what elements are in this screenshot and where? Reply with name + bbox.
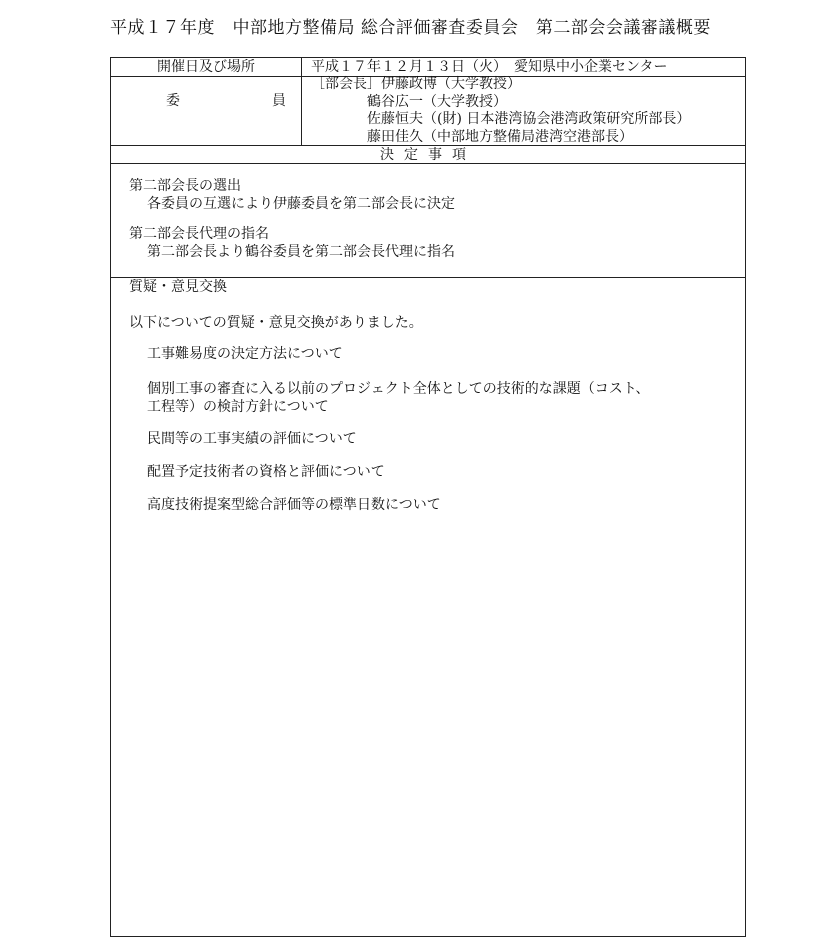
- column-divider: [301, 58, 302, 145]
- decision-body: 第二部会長より鶴谷委員を第二部会長代理に指名: [147, 244, 455, 260]
- member: 佐藤恒夫（(財) 日本港湾協会港湾政策研究所部長）: [367, 111, 691, 127]
- decision-item: [129, 177, 455, 213]
- qa-heading: 質疑・意見交換: [129, 279, 227, 295]
- members-label-char: 員: [272, 93, 286, 109]
- member-chair: ［部会長］伊藤政博（大学教授）: [311, 76, 521, 92]
- qa-item: 個別工事の審査に入る以前のプロジェクト全体としての技術的な課題（コスト、 工程等）の検討方針について: [147, 381, 650, 415]
- decision-item: [129, 225, 455, 261]
- members-label: [166, 92, 286, 110]
- qa-intro: 以下についての質疑・意見交換がありました。: [129, 315, 423, 331]
- decision-heading: 第二部会長代理の指名: [129, 226, 269, 242]
- members-list: [311, 76, 690, 146]
- decisions-heading: 決定事項: [380, 147, 476, 163]
- decision-body: 各委員の互選により伊藤委員を第二部会長に決定: [147, 196, 455, 212]
- qa-item: 配置予定技術者の資格と評価について: [147, 464, 385, 480]
- page-title: 平成１７年度 中部地方整備局 総合評価審査委員会 第二部会会議審議概要: [110, 18, 711, 38]
- date-place-label: 開催日及び場所: [157, 59, 255, 75]
- date-place-value: 平成１７年１２月１３日（火） 愛知県中小企業センター: [311, 59, 668, 75]
- member: 藤田佳久（中部地方整備局港湾空港部長）: [367, 128, 633, 145]
- qa-item: 工事難易度の決定方法について: [147, 346, 343, 362]
- qa-item: 民間等の工事実績の評価について: [147, 431, 357, 447]
- summary-table: [110, 57, 746, 937]
- members-label-char: 委: [166, 93, 180, 109]
- member: 鶴谷広一（大学教授）: [367, 93, 507, 110]
- decision-heading: 第二部会長の選出: [129, 178, 241, 194]
- qa-item: 高度技術提案型総合評価等の標準日数について: [147, 497, 441, 513]
